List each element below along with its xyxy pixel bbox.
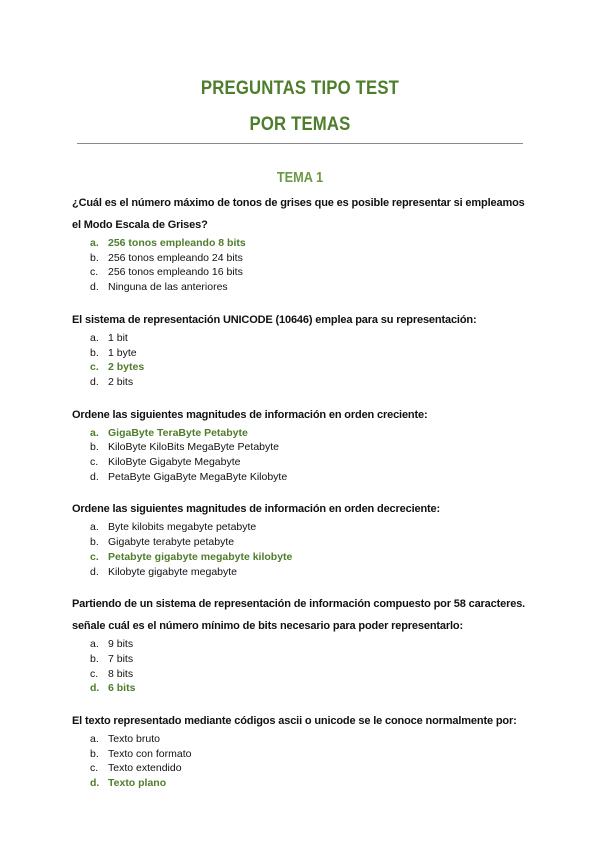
option-letter: b. <box>90 441 99 454</box>
option-letter: c. <box>90 550 99 563</box>
option-text: 2 bytes <box>108 361 145 374</box>
answer-option <box>72 280 532 295</box>
option-text: Texto extendido <box>108 762 182 775</box>
answer-options <box>72 637 532 696</box>
question-block <box>72 192 532 295</box>
question-text: Ordene las siguientes magnitudes de información en orden decreciente: <box>72 503 441 516</box>
answer-option <box>72 652 532 667</box>
document-title-line-2: POR TEMAS <box>249 114 351 135</box>
answer-option <box>72 331 532 346</box>
answer-option <box>72 455 532 470</box>
option-letter: c. <box>90 456 99 469</box>
question-text: El texto representado mediante códigos ascii o unicode se le conoce normalmente por: <box>72 715 517 728</box>
question-spacer <box>72 484 532 498</box>
option-letter: c. <box>90 361 99 374</box>
correct-answer-option <box>72 236 532 251</box>
question-spacer <box>72 390 532 404</box>
question-block <box>72 404 532 485</box>
option-letter: d. <box>90 470 99 483</box>
option-text: 256 tonos empleando 16 bits <box>108 266 243 279</box>
option-letter: d. <box>90 682 100 695</box>
option-text: Petabyte gigabyte megabyte kilobyte <box>108 550 293 563</box>
option-letter: b. <box>90 536 99 549</box>
answer-option <box>72 251 532 266</box>
option-text: Ninguna de las anteriores <box>108 281 228 294</box>
option-letter: a. <box>90 733 99 746</box>
option-text: 2 bits <box>108 375 134 388</box>
answer-options <box>72 331 532 390</box>
question-list <box>72 192 532 791</box>
option-text: 1 bit <box>108 331 128 344</box>
answer-option <box>72 565 532 580</box>
option-text: 256 tonos empleando 24 bits <box>108 251 243 264</box>
answer-options <box>72 520 532 579</box>
answer-option <box>72 732 532 747</box>
answer-option <box>72 440 532 455</box>
option-text: KiloByte Gigabyte Megabyte <box>108 456 241 469</box>
answer-option <box>72 667 532 682</box>
option-letter: c. <box>90 762 99 775</box>
option-text: Byte kilobits megabyte petabyte <box>108 521 257 534</box>
option-text: 256 tonos empleando 8 bits <box>108 237 246 249</box>
option-letter: d. <box>90 281 99 294</box>
section-heading: TEMA 1 <box>276 170 324 186</box>
option-letter: b. <box>90 346 99 359</box>
question-block <box>72 498 532 579</box>
question-text: Partiendo de un sistema de representación de información compuesto por 58 caracteres. señale cuál es el número mínimo de bits necesario para poder representarlo: <box>72 598 526 633</box>
option-text: 7 bits <box>108 652 134 665</box>
question-text: Ordene las siguientes magnitudes de información en orden creciente: <box>72 408 428 421</box>
question-spacer <box>72 696 532 710</box>
correct-answer-option <box>72 550 532 565</box>
option-text: GigaByte TeraByte Petabyte <box>108 426 248 439</box>
option-letter: a. <box>90 426 99 439</box>
correct-answer-option <box>72 426 532 441</box>
correct-answer-option <box>72 360 532 375</box>
document-title-line-1: PREGUNTAS TIPO TEST <box>200 78 400 99</box>
option-letter: b. <box>90 747 99 760</box>
question-spacer <box>72 579 532 593</box>
option-letter: c. <box>90 667 99 680</box>
option-letter: a. <box>90 521 99 534</box>
option-text: Texto plano <box>108 777 167 790</box>
option-text: 6 bits <box>108 682 136 695</box>
answer-option <box>72 470 532 485</box>
question-block <box>72 710 532 791</box>
title-divider <box>77 143 523 144</box>
answer-option <box>72 761 532 776</box>
option-text: Texto bruto <box>108 733 160 746</box>
option-letter: a. <box>90 638 99 651</box>
option-text: 9 bits <box>108 638 134 651</box>
answer-option <box>72 375 532 390</box>
answer-option <box>72 637 532 652</box>
question-block <box>72 593 532 696</box>
answer-option <box>72 265 532 280</box>
option-letter: d. <box>90 777 100 790</box>
option-text: 8 bits <box>108 667 134 680</box>
answer-option <box>72 346 532 361</box>
answer-option <box>72 747 532 762</box>
correct-answer-option <box>72 681 532 696</box>
option-letter: d. <box>90 375 99 388</box>
option-text: Kilobyte gigabyte megabyte <box>108 565 237 578</box>
answer-option <box>72 535 532 550</box>
answer-options <box>72 426 532 485</box>
option-letter: a. <box>90 237 99 249</box>
option-text: 1 byte <box>108 346 137 359</box>
option-letter: b. <box>90 251 99 264</box>
option-letter: c. <box>90 266 99 279</box>
option-text: Texto con formato <box>108 747 192 760</box>
question-text: El sistema de representación UNICODE (10646) emplea para su representación: <box>72 313 477 326</box>
question-block <box>72 309 532 390</box>
correct-answer-option <box>72 776 532 791</box>
answer-option <box>72 520 532 535</box>
option-letter: d. <box>90 565 99 578</box>
question-text: ¿Cuál es el número máximo de tonos de grises que es posible representar si empleamos el Modo Escala de Grises? <box>72 197 525 231</box>
option-text: Gigabyte terabyte petabyte <box>108 536 235 549</box>
option-text: KiloByte KiloBits MegaByte Petabyte <box>108 441 280 454</box>
option-text: PetaByte GigaByte MegaByte Kilobyte <box>108 470 288 483</box>
answer-options <box>72 732 532 791</box>
answer-options <box>72 236 532 295</box>
option-letter: b. <box>90 652 99 665</box>
option-letter: a. <box>90 331 99 344</box>
question-spacer <box>72 295 532 309</box>
